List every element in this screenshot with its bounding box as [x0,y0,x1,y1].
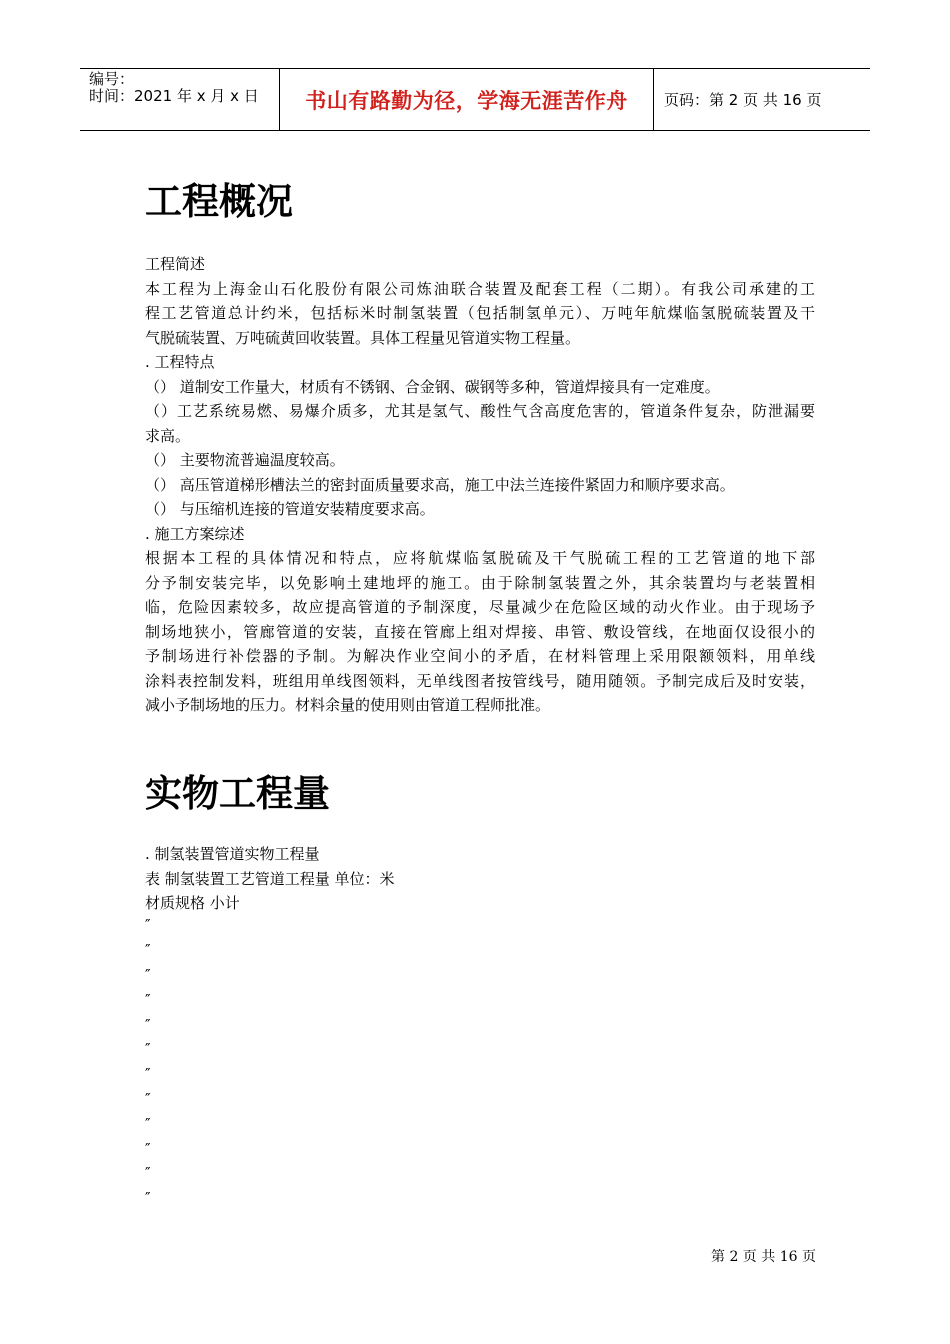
ditto-mark: ″ [145,1115,151,1133]
header-motto: 书山有路勤为径，学海无涯苦作舟 [305,88,628,113]
list-item-continuation: 求高。 [145,426,191,445]
header-page-number: 页码：第 2 页 共 16 页 [664,91,822,109]
subheading-features: . 工程特点 [145,353,215,371]
paragraph-line: 涂料表控制发料，班组用单线图领料，无单线图者按管线号，随用随领。予制完成后及时安装， [145,671,815,690]
section-overview-body [145,252,815,718]
paragraph-line: 减小予制场地的压力。材料余量的使用则由管道工程师批准。 [145,696,551,714]
section-title-quantities: 实物工程量 [145,772,330,815]
paragraph-line: 临，危险因素较多，故应提高管道的予制深度，尽量减少在危险区域的动火作业。由于现场予 [145,598,815,616]
list-item: （） 与压缩机连接的管道安装精度要求高。 [145,500,435,518]
paragraph-line: 本工程为上海金山石化股份有限公司炼油联合装置及配套工程（二期）。有我公司承建的工 [145,279,815,298]
list-item: （）工艺系统易燃、易爆介质多，尤其是氢气、酸性气含高度危害的，管道条件复杂，防泄漏要 [145,402,815,420]
list-item: （） 高压管道梯形槽法兰的密封面质量要求高，施工中法兰连接件紧固力和顺序要求高。 [145,475,735,494]
ditto-mark: ″ [145,941,151,959]
paragraph-line: 程工艺管道总计约米，包括标米时制氢装置（包括制氢单元）、万吨年航煤临氢脱硫装置及干 [145,304,815,322]
page-header [80,68,870,131]
subheading-plan-summary: . 施工方案综述 [145,524,245,543]
document-time-label: 时间：2021 年 x 月 x 日 [89,87,259,105]
section-title-overview: 工程概况 [145,180,293,223]
ditto-mark: ″ [145,1016,151,1034]
header-meta [80,69,280,130]
subheading-hydrogen-unit: . 制氢装置管道实物工程量 [145,845,320,863]
ditto-mark: ″ [145,966,151,984]
ditto-mark: ″ [145,1140,151,1158]
list-item: （） 道制安工作量大，材质有不锈钢、合金钢、碳钢等多种，管道焊接具有一定难度。 [145,377,720,396]
ditto-mark: ″ [145,1189,151,1207]
list-item: （） 主要物流普遍温度较高。 [145,451,345,469]
header-page-cell [654,69,870,130]
ditto-mark: ″ [145,1040,151,1058]
table-header-row: 材质规格 小计 [145,894,240,912]
paragraph-line: 分予制安装完毕，以免影响土建地坪的施工。由于除制氢装置之外，其余装置均与老装置相 [145,573,815,592]
ditto-mark: ″ [145,991,151,1009]
ditto-mark: ″ [145,916,151,934]
ditto-mark: ″ [145,1090,151,1108]
paragraph-line: 制场地狭小，管廊管道的安装，直接在管廊上组对焊接、串管、敷设管线，在地面仅设很小的 [145,622,815,641]
header-motto-cell [280,69,654,130]
paragraph-line: 气脱硫装置、万吨硫黄回收装置。具体工程量见管道实物工程量。 [145,328,581,347]
paragraph-line: 予制场进行补偿器的予制。为解决作业空间小的矛盾，在材料管理上采用限额领料，用单线 [145,647,815,665]
ditto-mark: ″ [145,1164,151,1182]
document-number-label: 编号： [89,70,135,88]
subheading-brief: 工程简述 [145,255,206,273]
section-quantities-body [145,842,815,916]
footer-page-number: 第 2 页 共 16 页 [711,1249,816,1265]
ditto-mark: ″ [145,1065,151,1083]
table-caption: 表 制氢装置工艺管道工程量 单位：米 [145,869,395,888]
paragraph-line: 根据本工程的具体情况和特点，应将航煤临氢脱硫及干气脱硫工程的工艺管道的地下部 [145,549,815,567]
